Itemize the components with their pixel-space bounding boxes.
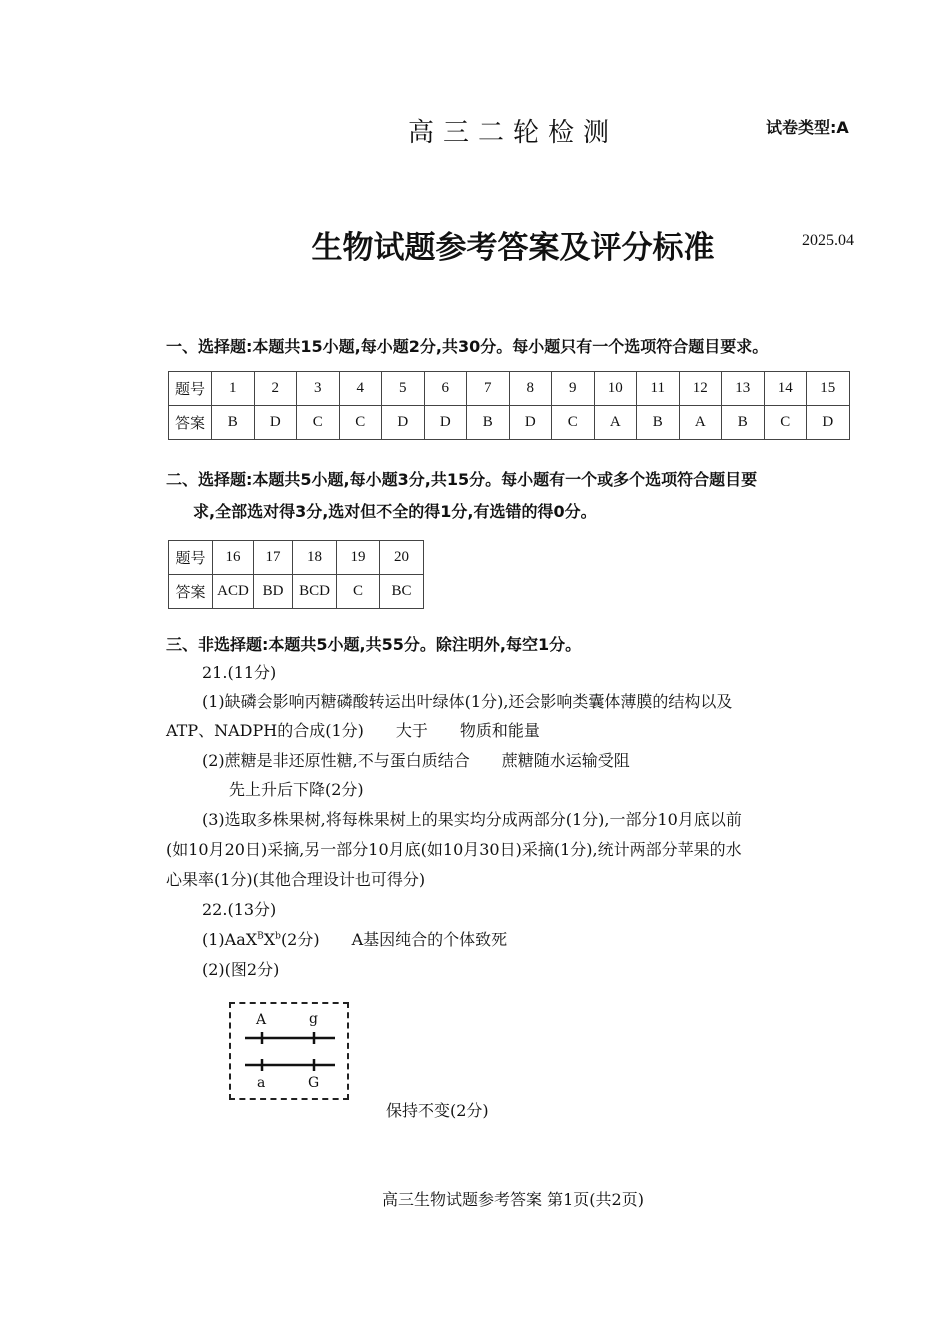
question-number: 13 (722, 372, 765, 406)
question-number: 9 (552, 372, 595, 406)
allele-label-A: A (256, 1012, 267, 1028)
answer-cell: BCD (293, 575, 337, 609)
answer-cell: D (509, 406, 552, 440)
q22-part1-mid: X (263, 930, 276, 949)
question-number: 11 (637, 372, 680, 406)
chromosome-svg (231, 1004, 347, 1098)
section3-heading: 三、非选择题:本题共5小题,共55分。除注明外,每空1分。 (166, 635, 582, 654)
answer-cell: A (594, 406, 637, 440)
question-number: 1 (212, 372, 255, 406)
q22-part1 (202, 927, 507, 950)
q22-title: 22.(13分) (202, 900, 277, 919)
document-date: 2025.04 (802, 232, 854, 249)
answer-cell: D (424, 406, 467, 440)
allele-label-G: G (308, 1075, 320, 1091)
page-footer: 高三生物试题参考答案 第1页(共2页) (382, 1190, 644, 1209)
table-row-numbers (169, 372, 850, 406)
chromosome-diagram (229, 1002, 349, 1100)
row-label-number: 题号 (169, 541, 213, 575)
table-row-answers (169, 575, 424, 609)
main-title: 生物试题参考答案及评分标准 (311, 230, 715, 266)
q21-part2-line1: (2)蔗糖是非还原性糖,不与蛋白质结合 蔗糖随水运输受阻 (202, 751, 630, 770)
question-number: 6 (424, 372, 467, 406)
paper-type: 试卷类型:A (766, 118, 849, 137)
answer-cell: C (337, 575, 380, 609)
answer-cell: C (297, 406, 340, 440)
q21-part3-line3: 心果率(1分)(其他合理设计也可得分) (166, 870, 426, 889)
question-number: 17 (254, 541, 293, 575)
question-number: 5 (382, 372, 425, 406)
row-label-answer: 答案 (169, 575, 213, 609)
answer-cell: B (212, 406, 255, 440)
row-label-answer: 答案 (169, 406, 212, 440)
question-number: 15 (807, 372, 850, 406)
answer-cell: C (764, 406, 807, 440)
q21-part3-line2: (如10月20日)采摘,另一部分10月底(如10月30日)采摘(1分),统计两部分苹果的水 (166, 840, 742, 859)
answer-cell: A (679, 406, 722, 440)
answer-cell: C (339, 406, 382, 440)
allele-label-g: g (309, 1011, 318, 1027)
question-number: 2 (254, 372, 297, 406)
answer-cell: B (722, 406, 765, 440)
answer-cell: ACD (213, 575, 254, 609)
question-number: 20 (380, 541, 424, 575)
q21-part1-line1: (1)缺磷会影响丙糖磷酸转运出叶绿体(1分),还会影响类囊体薄膜的结构以及 (202, 692, 733, 711)
answer-table-2 (168, 540, 424, 609)
question-number: 4 (339, 372, 382, 406)
question-number: 16 (213, 541, 254, 575)
q22-part1-sup1: B (257, 931, 264, 942)
answer-cell: D (254, 406, 297, 440)
section1-heading: 一、选择题:本题共15小题,每小题2分,共30分。每小题只有一个选项符合题目要求。 (166, 337, 769, 356)
answer-cell: D (807, 406, 850, 440)
question-number: 18 (293, 541, 337, 575)
answer-cell: C (552, 406, 595, 440)
section2-heading-line1: 二、选择题:本题共5小题,每小题3分,共15分。每小题有一个或多个选项符合题目要 (166, 470, 758, 489)
q21-part3-line1: (3)选取多株果树,将每株果树上的果实均分成两部分(1分),一部分10月底以前 (202, 810, 742, 829)
question-number: 3 (297, 372, 340, 406)
allele-label-a: a (257, 1075, 266, 1091)
question-number: 10 (594, 372, 637, 406)
section2-heading-line2: 求,全部选对得3分,选对但不全的得1分,有选错的得0分。 (193, 502, 597, 521)
question-number: 14 (764, 372, 807, 406)
q22-part2: (2)(图2分) (202, 960, 280, 979)
answer-cell: BC (380, 575, 424, 609)
exam-title: 高三二轮检测 (407, 118, 618, 148)
answer-cell: D (382, 406, 425, 440)
q21-part2-line2: 先上升后下降(2分) (229, 780, 364, 799)
q22-part1-prefix: (1)AaX (202, 930, 258, 949)
answer-table-1 (168, 371, 850, 440)
table-row-answers (169, 406, 850, 440)
answer-cell: B (467, 406, 510, 440)
q21-part1-line2: ATP、NADPH的合成(1分) 大于 物质和能量 (166, 721, 540, 740)
question-number: 7 (467, 372, 510, 406)
question-number: 19 (337, 541, 380, 575)
answer-cell: B (637, 406, 680, 440)
q22-part1-suffix: (2分) A基因纯合的个体致死 (280, 930, 508, 949)
question-number: 12 (679, 372, 722, 406)
answer-cell: BD (254, 575, 293, 609)
q21-title: 21.(11分) (202, 663, 277, 682)
q22-part1-sup2: b (275, 931, 281, 942)
row-label-number: 题号 (169, 372, 212, 406)
figure-caption: 保持不变(2分) (386, 1101, 489, 1120)
table-row-numbers (169, 541, 424, 575)
question-number: 8 (509, 372, 552, 406)
